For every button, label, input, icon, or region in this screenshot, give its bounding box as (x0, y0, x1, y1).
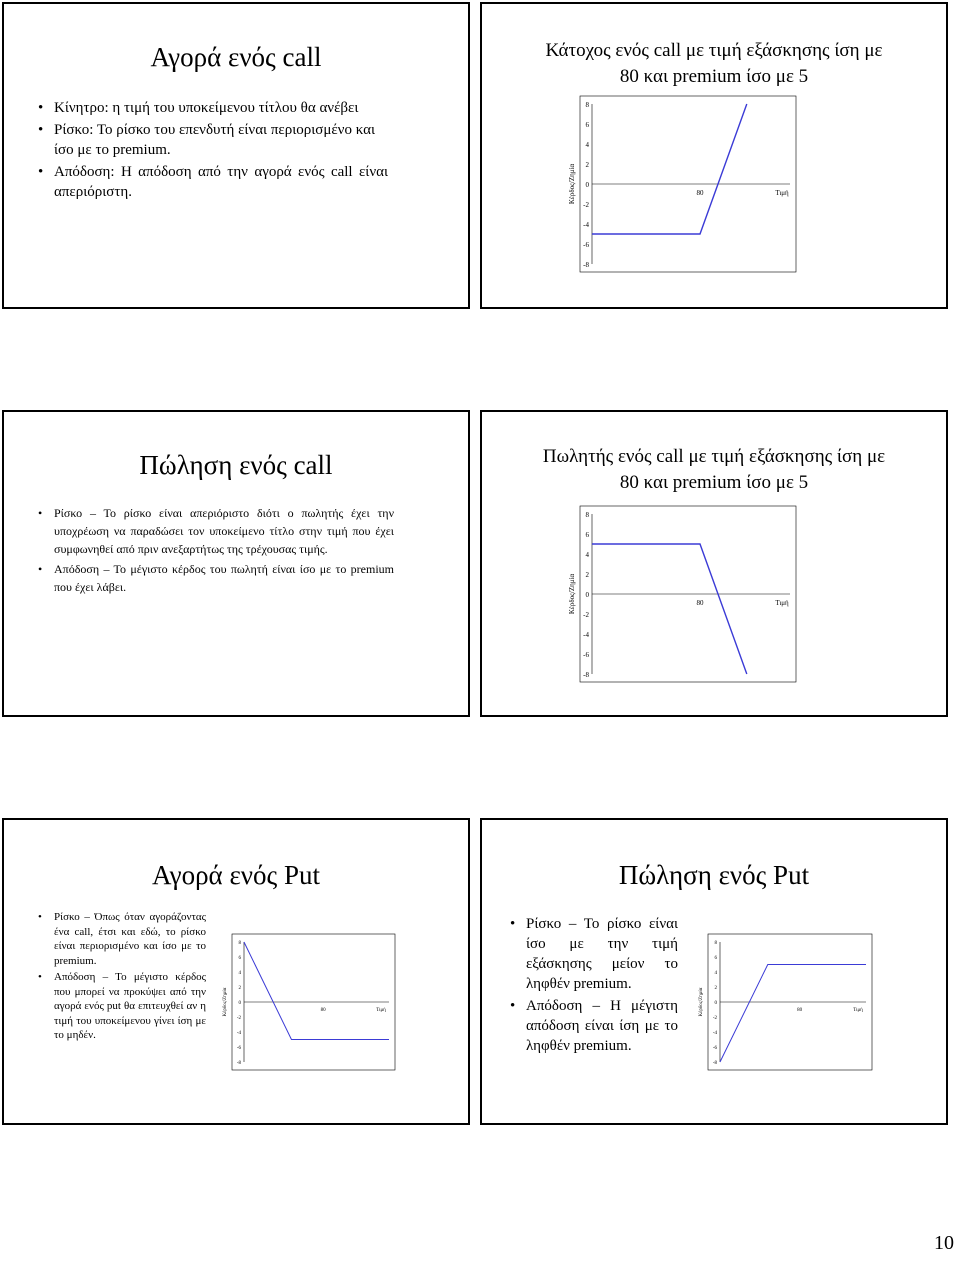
y-tick-label: -2 (583, 200, 589, 209)
y-tick-label: -2 (712, 1016, 717, 1021)
y-tick-label: 6 (714, 956, 717, 961)
y-tick-label: 8 (238, 941, 241, 946)
slide-buy-put (2, 818, 470, 1125)
y-tick-label: 0 (714, 1001, 717, 1006)
bullet-item: • Ρίσκο – Όπως όταν αγοράζοντας ένα call, έτσι και εδώ, το ρίσκο είναι περιορισμένο και ίσο με το premium. (38, 910, 206, 968)
y-tick-label: 8 (585, 100, 589, 109)
slide-sell-call (2, 410, 470, 717)
y-tick-label: -8 (236, 1061, 241, 1066)
x-axis-label: Τιμή (775, 189, 789, 197)
x-tick-label: 80 (696, 599, 704, 607)
x-tick-label: 80 (320, 1008, 326, 1013)
slide-title: Πώληση ενός call (139, 450, 333, 480)
y-tick-label: 4 (238, 971, 241, 976)
y-tick-label: 2 (238, 986, 241, 991)
x-axis-label: Τιμή (376, 1008, 386, 1013)
payoff-chart (688, 932, 874, 1072)
x-axis-label: Τιμή (775, 599, 789, 607)
page-number: 10 (934, 1232, 954, 1254)
y-tick-label: 4 (714, 971, 717, 976)
y-tick-label: -8 (583, 670, 589, 679)
bullet-item: • Ρίσκο – Το ρίσκο είναι ίσο με την τιμή εξάσκησης μείον το ληφθέν premium. (510, 914, 678, 994)
y-tick-label: 8 (714, 941, 717, 946)
y-tick-label: 2 (585, 160, 589, 169)
payoff-line (592, 104, 747, 234)
slide-title: Κάτοχος ενός call με τιμή εξάσκησης ίση με 80 και premium ίσο με 5 (545, 40, 883, 87)
y-tick-label: -2 (236, 1016, 241, 1021)
bullet-item: • Απόδοση: Η απόδοση από την αγορά ενός call είναι απεριόριστη. (38, 162, 388, 202)
y-axis-label: Κέρδος/Ζημία (699, 987, 704, 1017)
payoff-chart (550, 504, 798, 684)
bullet-item: • Ρίσκο: Το ρίσκο του επενδυτή είναι περιορισμένο και ίσο με το premium. (38, 120, 388, 160)
bullet-item: • Απόδοση – Το μέγιστο κέρδος του πωλητή είναι ίσο με το premium που έχει λάβει. (38, 560, 394, 596)
y-tick-label: 0 (585, 180, 589, 189)
y-tick-label: 0 (238, 1001, 241, 1006)
slide-title: Πώληση ενός Put (618, 860, 810, 890)
y-axis-label: Κέρδος/Ζημία (568, 573, 576, 615)
y-tick-label: -6 (236, 1046, 241, 1051)
bullet-item: • Ρίσκο – Το ρίσκο είναι απεριόριστο διότι ο πωλητής έχει την υποχρέωση να παραδώσει τον υποκείμενο τίτλο στην τιμή που έχει συμφωνηθεί από πριν ανεξαρτήτως της τρέχουσας τιμής. (38, 504, 394, 558)
payoff-line (720, 965, 866, 1063)
y-tick-label: -4 (236, 1031, 241, 1036)
bullet-list (510, 914, 678, 1058)
payoff-line (592, 544, 747, 674)
x-axis-label: Τιμή (853, 1008, 863, 1013)
payoff-chart (550, 94, 798, 274)
slide-title: Πωλητής ενός call με τιμή εξάσκησης ίση με 80 και premium ίσο με 5 (542, 446, 886, 493)
y-tick-label: -8 (583, 260, 589, 269)
slide-title: Αγορά ενός Put (152, 860, 320, 890)
slide-buy-call (2, 2, 470, 309)
y-tick-label: 6 (238, 956, 241, 961)
bullet-item: • Απόδοση – Η μέγιστη απόδοση είναι ίση με το ληφθέν premium. (510, 996, 678, 1056)
payoff-line (244, 942, 389, 1040)
y-tick-label: 0 (585, 590, 589, 599)
y-axis-label: Κέρδος/Ζημία (568, 163, 576, 205)
y-tick-label: -6 (583, 650, 589, 659)
y-tick-label: 4 (585, 140, 589, 149)
y-tick-label: -4 (712, 1031, 717, 1036)
y-tick-label: -4 (583, 220, 589, 229)
x-tick-label: 80 (696, 189, 704, 197)
slide-sell-put (480, 818, 948, 1125)
bullet-list (38, 910, 206, 1045)
payoff-chart (212, 932, 397, 1072)
slide-title: Αγορά ενός call (150, 42, 322, 72)
bullet-item: • Κίνητρο: η τιμή του υποκείμενου τίτλου θα ανέβει (38, 98, 388, 118)
y-axis-label: Κέρδος/Ζημία (223, 987, 228, 1017)
y-tick-label: -6 (712, 1046, 717, 1051)
y-tick-label: 2 (585, 570, 589, 579)
y-tick-label: -8 (712, 1061, 717, 1066)
y-tick-label: 8 (585, 510, 589, 519)
y-tick-label: -6 (583, 240, 589, 249)
y-tick-label: 4 (585, 550, 589, 559)
y-tick-label: -4 (583, 630, 589, 639)
y-tick-label: -2 (583, 610, 589, 619)
slide-call-holder-chart (480, 2, 948, 309)
slide-call-seller-chart (480, 410, 948, 717)
y-tick-label: 6 (585, 530, 589, 539)
x-tick-label: 80 (797, 1008, 803, 1013)
y-tick-label: 6 (585, 120, 589, 129)
y-tick-label: 2 (714, 986, 717, 991)
bullet-list (38, 504, 394, 598)
bullet-list (38, 98, 388, 204)
bullet-item: • Απόδοση – Το μέγιστο κέρδος που μπορεί να προκύψει από την αγορά ενός put θα επιτευχθεί αν η τιμή του υποκείμενου γίνει ίση με το μηδέν. (38, 970, 206, 1043)
